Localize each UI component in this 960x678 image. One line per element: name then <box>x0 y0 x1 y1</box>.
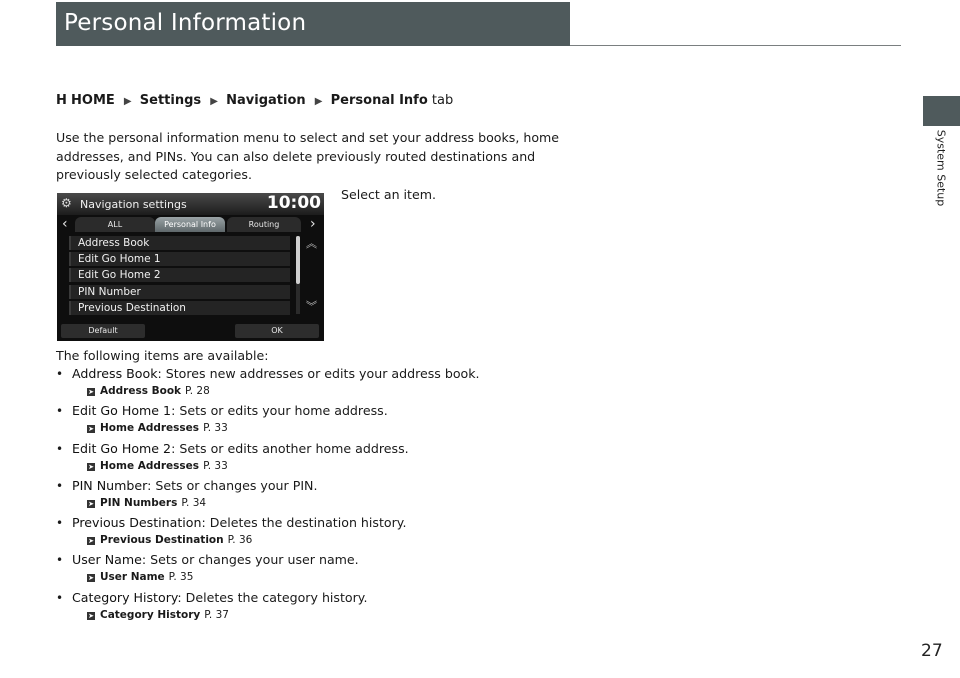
screen-clock: 10:00 <box>266 193 321 213</box>
page-number: 27 <box>921 641 943 661</box>
item-term: PIN Number <box>72 477 148 493</box>
reference-page: P. 36 <box>227 534 253 547</box>
chapter-tab-marker <box>923 96 960 126</box>
page-title-bar <box>56 2 570 46</box>
intro-paragraph <box>56 129 576 185</box>
screen-item-edit-go-home-2[interactable]: Edit Go Home 2 <box>69 268 290 282</box>
list-item <box>56 515 576 552</box>
default-button[interactable]: Default <box>61 324 145 338</box>
screen-item-address-book[interactable]: Address Book <box>69 236 290 250</box>
intro-line: Use the personal information menu to select and set your address books, home <box>56 130 560 145</box>
cross-reference[interactable] <box>87 571 193 583</box>
screen-item-edit-go-home-1[interactable]: Edit Go Home 1 <box>69 252 290 266</box>
chevron-left-icon[interactable]: ‹ <box>62 216 68 232</box>
reference-page: P. 33 <box>203 422 228 435</box>
item-desc: : Deletes the category history. <box>177 589 368 605</box>
available-heading: The following items are available: <box>56 348 269 363</box>
cross-reference[interactable] <box>87 534 252 546</box>
reference-arrow-icon: ➤ <box>88 425 94 434</box>
bullet-icon: • <box>56 367 64 381</box>
breadcrumb-suffix: tab <box>431 93 454 108</box>
arrow-right-icon: ▶ <box>314 96 323 107</box>
cross-reference[interactable] <box>87 497 206 509</box>
screen-item-list <box>69 236 290 317</box>
reference-arrow-icon: ➤ <box>88 574 94 583</box>
page-title: Personal Information <box>64 10 307 36</box>
item-term: Category History <box>72 589 178 605</box>
reference-name: Previous Destination <box>100 534 224 547</box>
item-desc: : Stores new addresses or edits your address book. <box>157 366 480 381</box>
scrollbar[interactable] <box>296 236 300 314</box>
title-divider <box>570 45 901 46</box>
tab-personal-info[interactable]: Personal Info <box>155 217 225 232</box>
double-chevron-down-icon[interactable]: ︾ <box>306 300 317 313</box>
reference-page: P. 34 <box>181 496 207 509</box>
reference-name: User Name <box>100 571 165 584</box>
cross-reference[interactable] <box>87 422 228 434</box>
chevron-right-icon[interactable]: › <box>310 216 316 232</box>
item-term: Edit Go Home 2 <box>72 440 172 456</box>
reference-arrow-icon: ➤ <box>88 462 94 471</box>
screen-tab-bar <box>57 216 324 233</box>
list-item <box>56 441 576 478</box>
chapter-side-label: System Setup <box>934 129 948 207</box>
select-item-caption: Select an item. <box>341 187 437 202</box>
intro-line: previously selected categories. <box>56 167 252 182</box>
bullet-icon: • <box>56 441 64 456</box>
list-item <box>56 478 576 515</box>
reference-name: Home Addresses <box>100 459 200 472</box>
item-desc: : Sets or changes your PIN. <box>147 477 318 493</box>
reference-page: P. 37 <box>204 608 229 621</box>
breadcrumb-step-personal-info: Personal Info <box>330 93 428 108</box>
reference-name: Address Book <box>100 385 182 397</box>
list-item <box>56 403 576 440</box>
navigation-screen <box>57 193 324 341</box>
bullet-icon: • <box>56 553 64 568</box>
arrow-right-icon: ▶ <box>123 96 132 107</box>
tab-all[interactable]: ALL <box>75 217 155 232</box>
ok-button[interactable]: OK <box>235 324 319 338</box>
item-desc: : Sets or changes your user name. <box>141 552 359 568</box>
reference-arrow-icon: ➤ <box>88 388 94 396</box>
double-chevron-up-icon[interactable]: ︽ <box>306 237 317 250</box>
reference-arrow-icon: ➤ <box>88 611 94 620</box>
list-item <box>56 552 576 589</box>
item-term: Address Book <box>72 366 158 381</box>
item-term: User Name <box>72 552 142 568</box>
breadcrumb-step-home: HOME <box>71 93 115 108</box>
bullet-icon: • <box>56 590 64 605</box>
reference-page: P. 28 <box>185 385 210 397</box>
reference-arrow-icon: ➤ <box>88 537 94 546</box>
bullet-icon: • <box>56 478 64 493</box>
reference-name: Category History <box>100 608 201 621</box>
item-desc: : Deletes the destination history. <box>201 515 407 531</box>
breadcrumb-step-navigation: Navigation <box>226 93 306 108</box>
screen-item-previous-destination[interactable]: Previous Destination <box>69 301 290 315</box>
scrollbar-thumb[interactable] <box>296 236 300 284</box>
intro-line: addresses, and PINs. You can also delete previously routed destinations and <box>56 148 536 164</box>
item-term: Previous Destination <box>72 515 202 531</box>
tab-routing[interactable]: Routing <box>227 217 301 232</box>
item-list <box>56 366 576 627</box>
list-item <box>56 366 576 403</box>
reference-page: P. 35 <box>168 571 194 584</box>
breadcrumb-step-settings: Settings <box>139 93 202 108</box>
item-desc: : Sets or edits your home address. <box>171 403 388 419</box>
list-item <box>56 590 576 627</box>
reference-name: PIN Numbers <box>100 496 178 509</box>
screen-header <box>57 193 324 215</box>
bullet-icon: • <box>56 404 64 419</box>
breadcrumb <box>56 93 453 108</box>
screen-title: Navigation settings <box>80 198 187 211</box>
item-desc: : Sets or edits another home address. <box>171 440 409 456</box>
item-term: Edit Go Home 1 <box>72 403 172 419</box>
reference-arrow-icon: ➤ <box>88 499 94 508</box>
reference-page: P. 33 <box>203 459 228 472</box>
cross-reference[interactable] <box>87 460 228 472</box>
reference-name: Home Addresses <box>100 422 200 435</box>
gear-icon: ⚙ <box>61 196 72 210</box>
cross-reference[interactable] <box>87 609 229 621</box>
arrow-right-icon: ▶ <box>210 96 218 107</box>
bullet-icon: • <box>56 516 64 531</box>
cross-reference[interactable] <box>87 385 210 397</box>
home-marker-icon: H <box>56 93 67 108</box>
screen-item-pin-number[interactable]: PIN Number <box>69 285 290 299</box>
